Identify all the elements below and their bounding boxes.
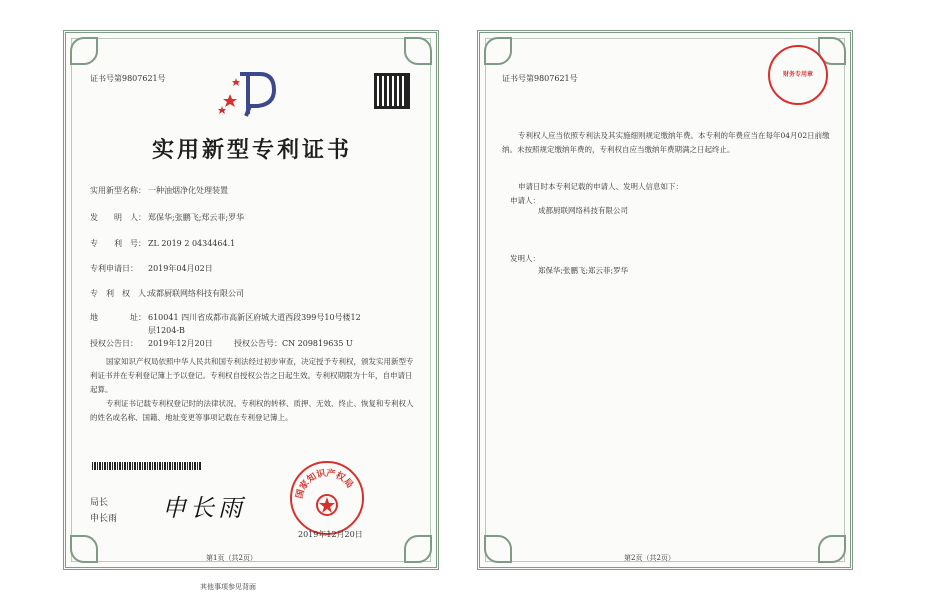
certificate-page-1: [63, 30, 439, 570]
legal-status-paragraph: 专利证书记载专利权登记时的法律状况。专利权的转移、质押、无效、终止、恢复和专利权人的姓名或名称、国籍、地址变更等事项记载在专利登记簿上。: [90, 399, 414, 422]
applicant-label: 申请人：: [510, 196, 540, 205]
inventor-label: 发明人：: [510, 254, 540, 263]
certificate-number: 证书号第9807621号: [90, 74, 166, 83]
director-signature: 申长雨: [162, 494, 246, 522]
field-row: 专利申请日： 2019年04月02日: [90, 264, 213, 273]
field-row: 实用新型名称： 一种油烟净化处理装置: [90, 186, 228, 195]
certificate-number: 证书号第9807621号: [502, 74, 578, 83]
fee-paragraph: 专利权人应当依照专利法及其实施细则规定缴纳年费。本专利的年费应当在每年04月02日前缴纳。未按照规定缴纳年费的，专利权自应当缴纳年费期满之日起终止。: [502, 131, 830, 154]
field-row: 地 址： 610041 四川省成都市高新区府城大道西段399号10号楼12: [90, 313, 361, 322]
corner-ornament: [818, 535, 846, 563]
director-title: 局长: [90, 498, 109, 508]
field-row: 层1204-B: [148, 326, 185, 335]
director-name: 申长雨: [90, 514, 118, 524]
field-row: 授权公告日： 2019年12月20日: [90, 339, 213, 348]
applicant-intro: 申请日时本专利记载的申请人、发明人信息如下：: [518, 182, 683, 191]
field-row: 发 明 人： 郑保华;张鹏飞;郑云菲;罗华: [90, 213, 245, 222]
finance-seal: [768, 45, 828, 105]
qr-code: [374, 73, 410, 109]
inventor-names: 郑保华;张鹏飞;郑云菲;罗华: [538, 266, 629, 275]
corner-ornament: [70, 535, 98, 563]
certificate-title: 实用新型专利证书: [152, 137, 353, 163]
corner-ornament: [404, 37, 432, 65]
seal-date: 2019年12月20日: [298, 530, 363, 539]
svg-text:国家知识产权局: 国家知识产权局: [294, 468, 355, 500]
publication-number: 授权公告号：CN 209819635 U: [234, 339, 353, 348]
bottom-note: 其他事项参见背面: [200, 583, 256, 591]
applicant-name: 成都厨联网络科技有限公司: [538, 206, 628, 215]
page-footer: 第2页（共2页）: [624, 554, 675, 562]
corner-ornament: [404, 535, 432, 563]
corner-ornament: [484, 37, 512, 65]
certificate-page-2: [477, 30, 853, 570]
barcode: [92, 462, 202, 470]
seal-emblem-icon: [292, 463, 362, 533]
field-row: 专 利 号： ZL 2019 2 0434464.1: [90, 239, 236, 248]
page-footer: 第1页（共2页）: [206, 554, 257, 562]
finance-seal-text: 财务专用章: [783, 71, 814, 78]
field-row: 专 利 权 人：成都厨联网络科技有限公司: [90, 289, 244, 298]
corner-ornament: [70, 37, 98, 65]
corner-ornament: [484, 535, 512, 563]
cnipa-logo: [216, 66, 286, 118]
grant-paragraph: 国家知识产权局依照中华人民共和国专利法经过初步审查，决定授予专利权，颁发实用新型专利证书并在专利登记簿上予以登记。专利权自授权公告之日起生效。专利权期限为十年，自申请日起算。: [90, 357, 414, 394]
official-seal: [290, 461, 364, 535]
